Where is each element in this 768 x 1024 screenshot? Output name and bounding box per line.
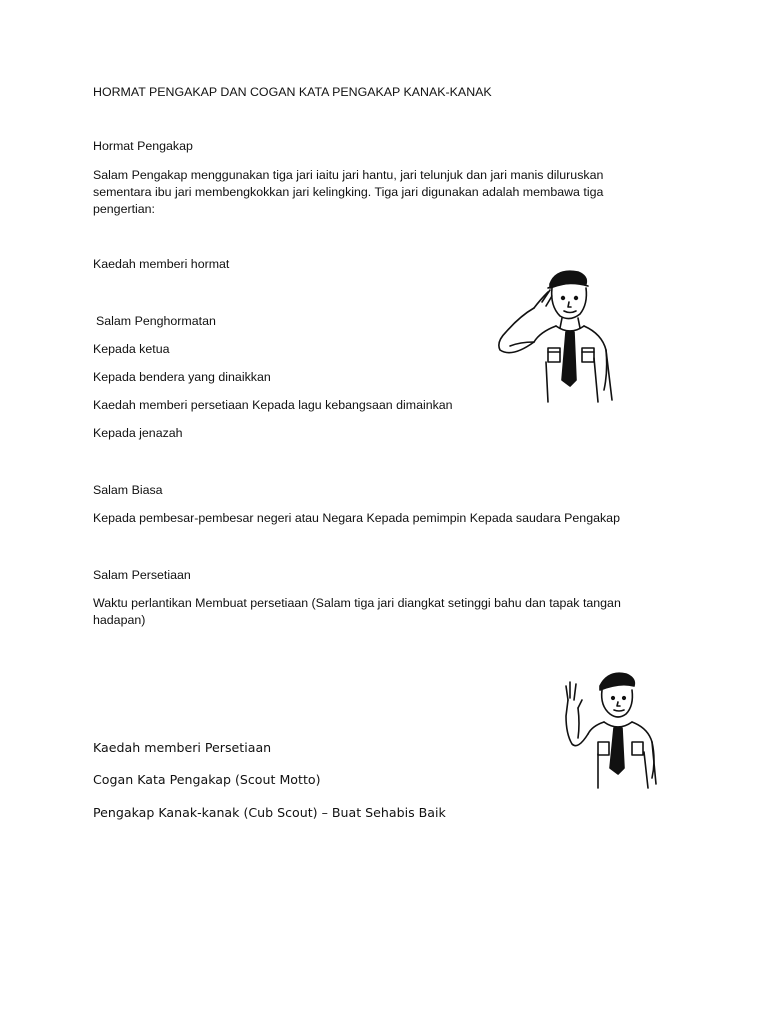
kaedah-hormat-heading: Kaedah memberi hormat: [93, 257, 230, 271]
intro-line: sementara ibu jari membengkokkan jari kelingking. Tiga jari digunakan adalah membawa tiga: [93, 185, 604, 199]
salam-persetiaan-heading: Salam Persetiaan: [93, 568, 191, 582]
persetiaan-line: hadapan): [93, 613, 146, 627]
salam-biasa-heading: Salam Biasa: [93, 483, 163, 497]
penghormatan-item: Kepada ketua: [93, 342, 170, 356]
scout-salute-illustration: [490, 262, 620, 412]
salam-penghormatan-heading: Salam Penghormatan: [96, 314, 216, 328]
persetiaan-paragraph: [93, 595, 653, 629]
intro-line: Salam Pengakap menggunakan tiga jari iaitu jari hantu, jari telunjuk dan jari manis diluruskan: [93, 168, 604, 182]
intro-line: pengertian:: [93, 202, 156, 216]
intro-paragraph: [93, 167, 653, 218]
document-title: HORMAT PENGAKAP DAN COGAN KATA PENGAKAP KANAK-KANAK: [93, 85, 492, 99]
salam-biasa-text: Kepada pembesar-pembesar negeri atau Negara Kepada pemimpin Kepada saudara Pengakap: [93, 511, 620, 525]
penghormatan-item: Kaedah memberi persetiaan Kepada lagu kebangsaan dimainkan: [93, 398, 453, 412]
penghormatan-item: Kepada jenazah: [93, 426, 183, 440]
persetiaan-line: Waktu perlantikan Membuat persetiaan (Salam tiga jari diangkat setinggi bahu dan tapak tangan: [93, 596, 621, 610]
kaedah-persetiaan-heading: Kaedah memberi Persetiaan: [93, 740, 272, 755]
section-heading-hormat: Hormat Pengakap: [93, 139, 193, 153]
scout-pledge-illustration: [538, 664, 668, 794]
cub-scout-motto: Pengakap Kanak-kanak (Cub Scout) – Buat Sehabis Baik: [93, 805, 446, 820]
penghormatan-item: Kepada bendera yang dinaikkan: [93, 370, 271, 384]
cogan-kata-heading: Cogan Kata Pengakap (Scout Motto): [93, 772, 321, 787]
